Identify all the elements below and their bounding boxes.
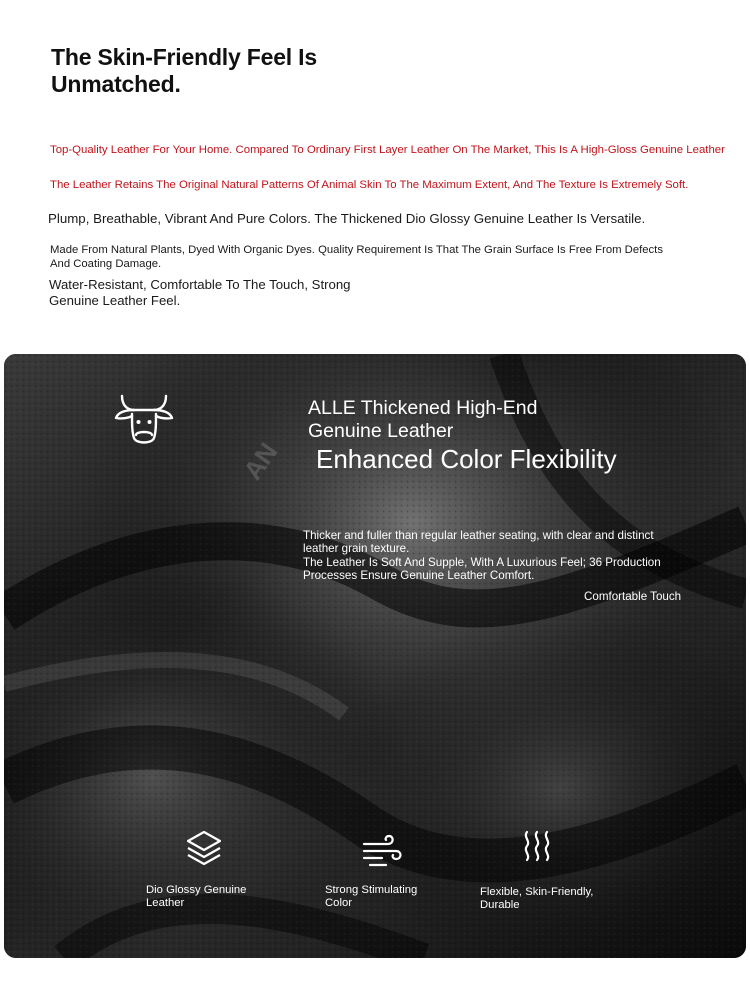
layers-icon [182, 826, 226, 870]
heat-waves-icon [515, 824, 559, 868]
feature-label-2: Strong Stimulating Color [325, 884, 418, 909]
panel-subtitle: Enhanced Color Flexibility [316, 444, 617, 474]
leather-feature-panel [4, 354, 746, 958]
panel-description-1: Thicker and fuller than regular leather seating, with clear and distinct leather grain texture. [303, 529, 654, 556]
intro-line-5: Water-Resistant, Comfortable To The Touch, Strong Genuine Leather Feel. [49, 277, 351, 308]
feature-label-1: Dio Glossy Genuine Leather [146, 884, 247, 909]
intro-line-4: Made From Natural Plants, Dyed With Organic Dyes. Quality Requirement Is That The Grain Surface Is Free From Defects And Coating Damage. [50, 244, 663, 270]
cow-head-icon [112, 388, 176, 448]
panel-description-2: The Leather Is Soft And Supple, With A Luxurious Feel; 36 Production Processes Ensure Genuine Leather Comfort. [303, 555, 661, 582]
wind-icon [360, 828, 404, 872]
page-title-line-2: Unmatched. [51, 71, 181, 97]
page-title-line-1: The Skin-Friendly Feel Is [51, 44, 317, 70]
comfortable-touch-label: Comfortable Touch [584, 590, 682, 603]
panel-title [308, 397, 608, 443]
panel-title-line-2: Genuine Leather [308, 420, 454, 442]
panel-description [303, 529, 663, 582]
intro-red-line-2: The Leather Retains The Original Natural Patterns Of Animal Skin To The Maximum Extent, And The Texture Is Extremely Soft. [50, 179, 689, 191]
feature-label-3: Flexible, Skin-Friendly, Durable [480, 886, 594, 911]
page-title [51, 44, 411, 98]
panel-title-line-1: ALLE Thickened High-End [308, 397, 538, 419]
intro-line-3: Plump, Breathable, Vibrant And Pure Colors. The Thickened Dio Glossy Genuine Leather Is Versatile. [48, 211, 646, 226]
intro-red-line-1: Top-Quality Leather For Your Home. Compared To Ordinary First Layer Leather On The Market, This Is A High-Gloss Genuine Leather [50, 144, 725, 156]
